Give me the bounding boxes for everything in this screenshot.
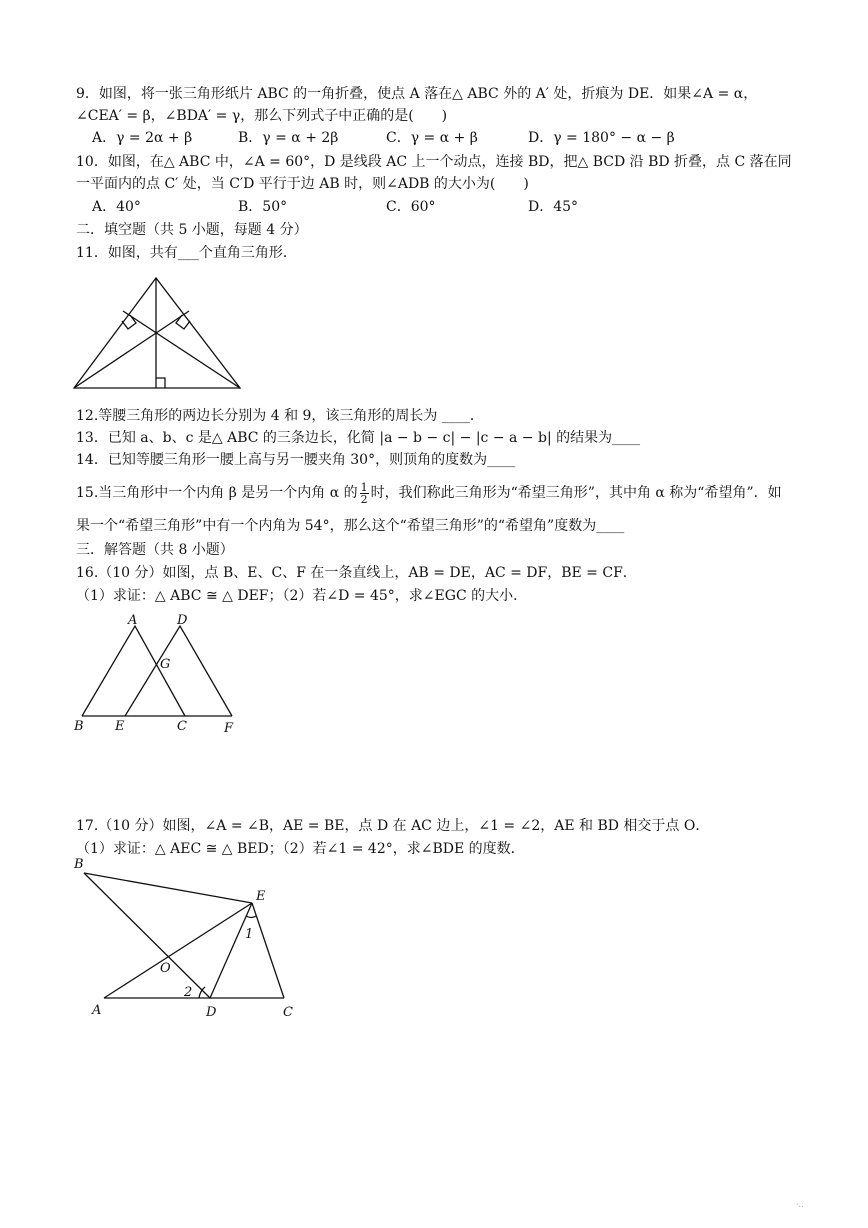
- q9-line2: ∠CEA′ = β，∠BDA′ = γ，那么下列式子中正确的是( ): [76, 108, 448, 124]
- q9-option-c: C．γ = α + β: [386, 130, 478, 146]
- q16-label-c: C: [177, 719, 187, 734]
- q16-label-d: D: [177, 613, 188, 628]
- q13-text: 13．已知 a、b、c 是△ ABC 的三条边长，化简 |a − b − c| − |c − a − b| 的结果为____: [76, 430, 641, 446]
- q17-label-o: O: [160, 961, 171, 976]
- q17-line1: 17.（10 分）如图，∠A = ∠B，AE = BE，点 D 在 AC 边上，∠1 = ∠2，AE 和 BD 相交于点 O．: [76, 818, 710, 834]
- q9-option-a: A．γ = 2α + β: [92, 130, 193, 146]
- q17-angle1-arc: [246, 916, 256, 918]
- q14-text: 14．已知等腰三角形一腰上高与另一腰夹角 30°，则顶角的度数为____: [76, 452, 516, 468]
- q16-label-b: B: [74, 719, 84, 734]
- q9-option-b: B．γ = α + 2β: [238, 130, 339, 146]
- q15-part2: 时，我们称此三角形为“希望三角形”，其中角 α 称为“希望角”．如: [370, 485, 782, 501]
- q10-line1: 10．如图，在△ ABC 中，∠A = 60°，D 是线段 AC 上一个动点，连接 BD，把△ BCD 沿 BD 折叠，点 C 落在同: [76, 154, 792, 170]
- q17-label-c: C: [283, 1005, 293, 1020]
- q17-label-1: 1: [245, 927, 254, 942]
- q10-option-c: C．60°: [386, 199, 436, 215]
- q17-segment-ae: [104, 903, 252, 998]
- q10-option-d: D．45°: [528, 199, 579, 215]
- q16-label-a: A: [128, 613, 138, 628]
- q17-label-a: A: [92, 1003, 102, 1018]
- q17-label-b: B: [74, 857, 84, 872]
- q16-line2: （1）求证：△ ABC ≅ △ DEF；（2）若∠D = 45°，求∠EGC 的大小．: [76, 588, 528, 604]
- q15-frac-num: 1: [360, 480, 368, 494]
- q17-line2: （1）求证：△ AEC ≅ △ BED；（2）若∠1 = 42°，求∠BDE 的度数．: [76, 841, 525, 857]
- q10-option-b: B．50°: [238, 199, 288, 215]
- q16-label-f: F: [224, 721, 234, 736]
- q16-label-e: E: [115, 719, 125, 734]
- q12-text: 12.等腰三角形的两边长分别为 4 和 9，该三角形的周长为 ____．: [76, 408, 484, 424]
- q15-part1: 15.当三角形中一个内角 β 是另一个内角 α 的: [76, 485, 358, 501]
- section2-heading: 二．填空题（共 5 小题，每题 4 分）: [76, 222, 308, 238]
- q10-line2: 一平面内的点 C′ 处，当 C′D 平行于边 AB 时，则∠ADB 的大小为( ): [76, 176, 529, 192]
- q17-label-2: 2: [184, 985, 193, 1000]
- corner-mark: ·..: [796, 1200, 804, 1209]
- q15-line2: 果一个“希望三角形”中有一个内角为 54°，那么这个“希望三角形”的“希望角”度数为____: [76, 518, 625, 534]
- q17-label-d: D: [206, 1005, 217, 1020]
- q16-line1: 16.（10 分）如图，点 B、E、C、F 在一条直线上，AB = DE，AC = DF，BE = CF．: [76, 565, 637, 581]
- q17-segment-ec: [252, 903, 284, 998]
- q9-option-d: D．γ = 180° − α − β: [528, 130, 675, 146]
- q17-label-e: E: [256, 889, 266, 904]
- q16-label-g: G: [160, 657, 171, 672]
- q15-frac-den: 2: [360, 492, 368, 506]
- q10-option-a: A．40°: [92, 199, 141, 215]
- section3-heading: 三．解答题（共 8 小题）: [76, 542, 234, 558]
- q11-text: 11．如图，共有___个直角三角形．: [76, 245, 297, 261]
- q9-line1: 9．如图，将一张三角形纸片 ABC 的一角折叠，使点 A 落在△ ABC 外的 A′ 处，折痕为 DE．如果∠A = α，: [76, 86, 758, 102]
